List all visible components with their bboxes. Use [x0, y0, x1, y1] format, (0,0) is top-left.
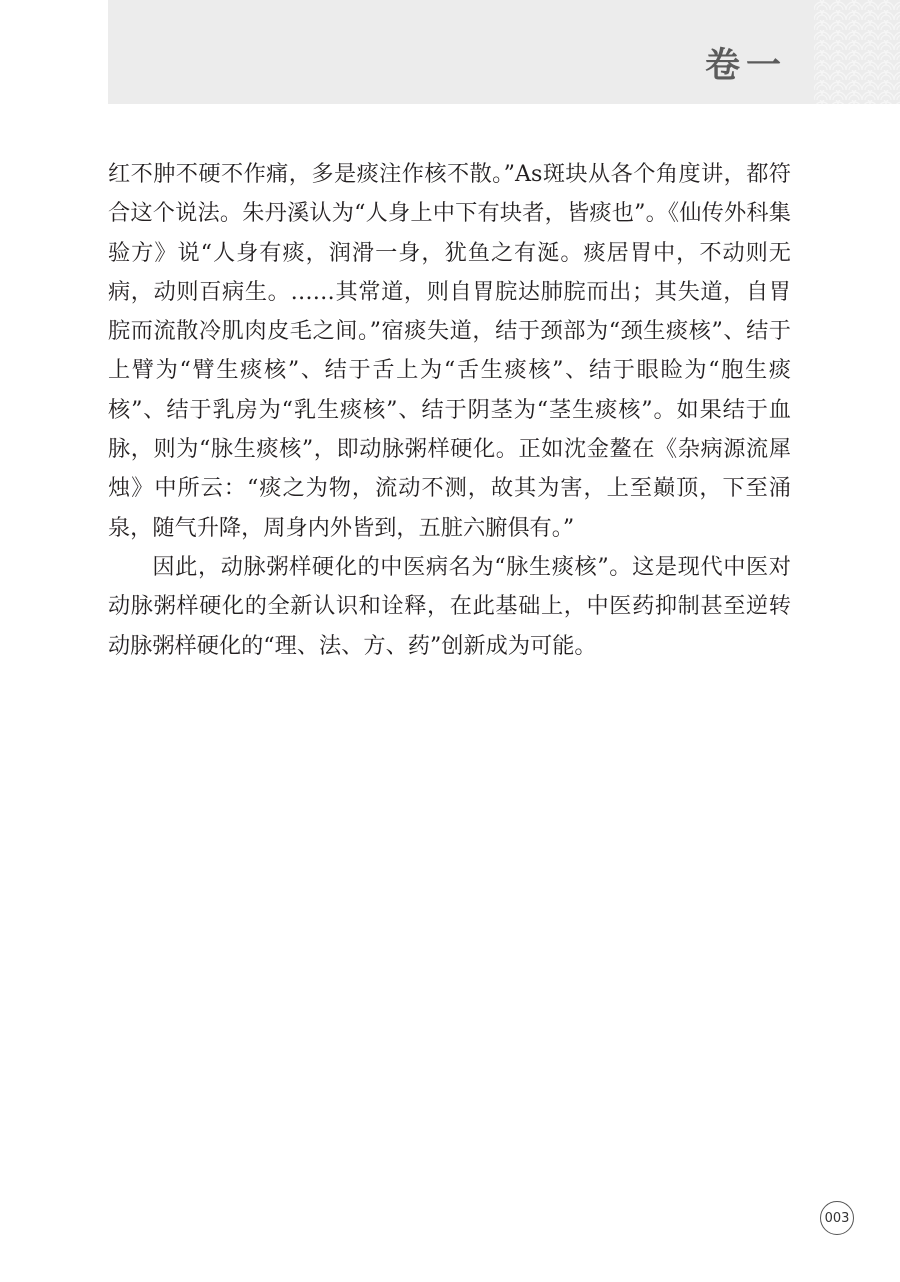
page-number: 003: [820, 1201, 854, 1235]
chapter-title: 卷一: [704, 46, 787, 86]
body-text: [108, 155, 791, 666]
decorative-wave-pattern: [814, 0, 900, 104]
paragraph: 因此，动脉粥样硬化的中医病名为“脉生痰核”。这是现代中医对动脉粥样硬化的全新认识和诠释，在此基础上，中医药抑制甚至逆转动脉粥样硬化的“理、法、方、药”创新成为可能。: [108, 553, 791, 659]
paragraph: 红不肿不硬不作痛，多是痰注作核不散。”As斑块从各个角度讲，都符合这个说法。朱丹溪认为“人身上中下有块者，皆痰也”。《仙传外科集验方》说“人身有痰，润滑一身，犹鱼之有涎。痰居胃中，不动则无病，动则百病生。……其常道，则自胃脘达肺脘而出；其失道，自胃脘而流散冷肌肉皮毛之间。”宿痰失道，结于颈部为“颈生痰核”、结于上臂为“臂生痰核”、结于舌上为“舌生痰核”、结于眼睑为“胞生痰核”、结于乳房为“乳生痰核”、结于阴茎为“茎生痰核”。如果结于血脉，则为“脉生痰核”，即动脉粥样硬化。正如沈金鳌在《杂病源流犀烛》中所云：“痰之为物，流动不测，故其为害，上至巅顶，下至涌泉，随气升降，周身内外皆到，五脏六腑俱有。”: [108, 161, 791, 541]
header-band: [108, 0, 900, 104]
